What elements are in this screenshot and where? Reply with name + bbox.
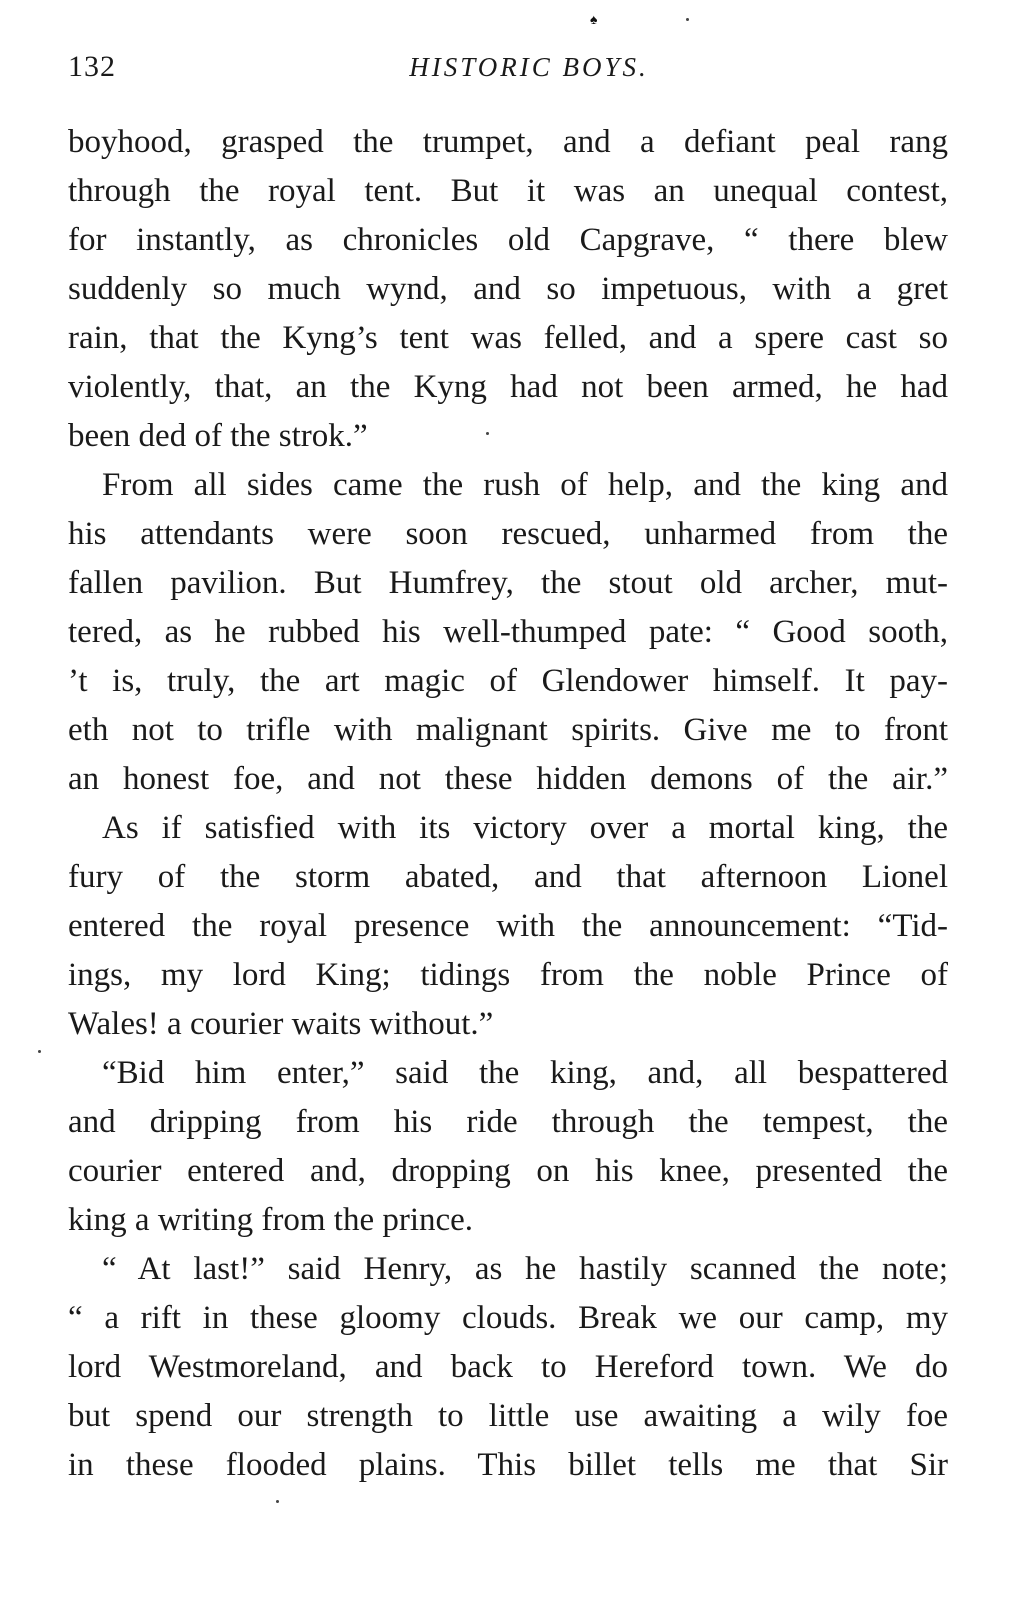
text-line: boyhood, grasped the trumpet, and a defiant peal rang — [68, 124, 948, 160]
text-line: eth not to trifle with malignant spirits. Give me to front — [68, 712, 948, 748]
text-line: lord Westmoreland, and back to Hereford town. We do — [68, 1349, 948, 1385]
text-line: been ded of the strok.” — [68, 418, 368, 454]
body-text — [68, 118, 948, 1490]
text-line: From all sides came the rush of help, and the king and — [102, 467, 948, 503]
text-line: fury of the storm abated, and that afternoon Lionel — [68, 859, 948, 895]
scan-speck — [276, 1500, 279, 1503]
scan-speck — [38, 1050, 41, 1053]
text-line: king a writing from the prince. — [68, 1202, 474, 1238]
running-header — [68, 50, 950, 90]
text-line: and dripping from his ride through the tempest, the — [68, 1104, 948, 1140]
text-line: his attendants were soon rescued, unharmed from the — [68, 516, 948, 552]
text-line: “ a rift in these gloomy clouds. Break we our camp, my — [68, 1300, 948, 1336]
text-line: rain, that the Kyng’s tent was felled, and a spere cast so — [68, 320, 948, 356]
text-line: fallen pavilion. But Humfrey, the stout old archer, mut- — [68, 565, 948, 601]
text-line: an honest foe, and not these hidden demons of the air.” — [68, 761, 948, 797]
text-line: entered the royal presence with the announcement: “Tid- — [68, 908, 948, 944]
text-line: ings, my lord King; tidings from the noble Prince of — [68, 957, 948, 993]
text-line: “Bid him enter,” said the king, and, all bespattered — [102, 1055, 948, 1091]
text-line: through the royal tent. But it was an unequal contest, — [68, 173, 948, 209]
text-line: for instantly, as chronicles old Capgrave, “ there blew — [68, 222, 948, 258]
text-line: Wales! a courier waits without.” — [68, 1006, 494, 1042]
scan-speck — [686, 18, 689, 21]
scan-speck — [486, 432, 489, 435]
text-line: suddenly so much wynd, and so impetuous, with a gret — [68, 271, 948, 307]
text-line: violently, that, an the Kyng had not been armed, he had — [68, 369, 948, 405]
text-line: courier entered and, dropping on his knee, presented the — [68, 1153, 948, 1189]
page-number: 132 — [68, 50, 116, 83]
text-line: ’t is, truly, the art magic of Glendower himself. It pay- — [68, 663, 948, 699]
text-line: but spend our strength to little use awaiting a wily foe — [68, 1398, 948, 1434]
text-line: tered, as he rubbed his well-thumped pate: “ Good sooth, — [68, 614, 948, 650]
text-line: in these flooded plains. This billet tells me that Sir — [68, 1447, 948, 1483]
text-line: As if satisfied with its victory over a mortal king, the — [102, 810, 948, 846]
text-line: “ At last!” said Henry, as he hastily scanned the note; — [102, 1251, 948, 1287]
printer-mark: ♠ — [590, 13, 598, 28]
running-title: HISTORIC BOYS. — [409, 52, 649, 82]
